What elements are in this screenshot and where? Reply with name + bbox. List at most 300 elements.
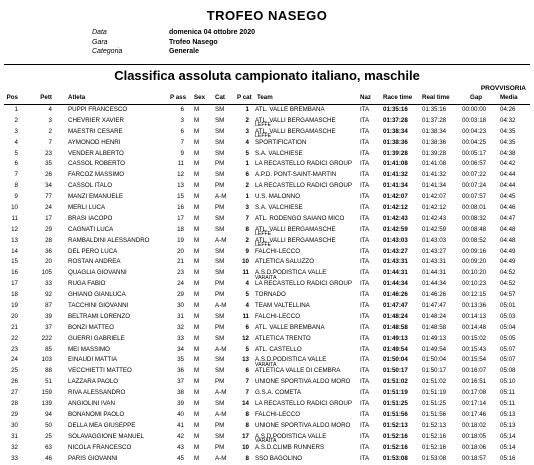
cell-race: 01:37:28 [383, 117, 408, 124]
cell-media: 04:48 [500, 237, 515, 244]
cell-real: 01:37:28 [422, 117, 446, 124]
cell-gap: 00:17:08 [462, 389, 486, 396]
cell-race: 01:41:32 [383, 171, 408, 178]
cell-pass: 12 [172, 171, 184, 178]
cell-atleta: MEI MASSIMO [68, 346, 110, 353]
cell-cat: SM [215, 139, 224, 146]
cell-pass: 35 [172, 356, 184, 363]
cell-atleta: AYMONOD HENRI [68, 139, 120, 146]
cell-real: 01:43:31 [422, 258, 446, 265]
cell-pett: 28 [36, 237, 52, 244]
cell-race: 01:42:12 [383, 204, 408, 211]
cell-real: 01:42:43 [422, 215, 446, 222]
cell-pos: 21 [4, 324, 18, 331]
cell-pcat: 5 [239, 150, 249, 157]
cell-team-continued: LEFFE [255, 242, 271, 248]
cell-pass: 43 [172, 444, 184, 451]
cell-pett: 35 [36, 160, 52, 167]
cell-cat: A-M [215, 237, 226, 244]
cell-race: 01:49:13 [383, 335, 408, 342]
cell-naz: ITA [360, 378, 369, 385]
cell-real: 01:52:16 [422, 444, 446, 451]
cell-pett: 51 [36, 378, 52, 385]
cell-pett: 94 [36, 411, 52, 418]
cell-sex: M [194, 433, 199, 440]
cell-gap: 00:00:00 [462, 106, 486, 113]
cell-atleta: TACCHINI GIOVANNI [68, 302, 128, 309]
cell-gap: 00:15:02 [462, 335, 486, 342]
cell-real: 01:48:24 [422, 313, 446, 320]
cell-pos: 30 [4, 422, 18, 429]
cell-real: 01:38:34 [422, 128, 446, 135]
cell-pcat: 5 [239, 291, 249, 298]
cell-team-continued: VARAITA [255, 275, 276, 281]
cell-naz: ITA [360, 389, 369, 396]
cell-naz: ITA [360, 237, 369, 244]
cell-race: 01:51:25 [383, 400, 408, 407]
cell-race: 01:50:04 [383, 356, 408, 363]
cell-cat: SM [215, 356, 224, 363]
cell-pett: 36 [36, 248, 52, 255]
cell-sex: M [194, 117, 199, 124]
cell-sex: M [194, 182, 199, 189]
cell-atleta: SOLAVAGGIONE MANUEL [68, 433, 144, 440]
cell-team: LA RECASTELLO RADICI GROUP [255, 280, 352, 287]
cell-real: 01:50:17 [422, 367, 446, 374]
cell-team: G.S.A. COMETA [255, 389, 301, 396]
cell-sex: M [194, 248, 199, 255]
cell-race: 01:52:16 [383, 444, 408, 451]
cell-real: 01:51:19 [422, 389, 446, 396]
cell-pass: 21 [172, 258, 184, 265]
cell-atleta: MAESTRI CESARE [68, 128, 123, 135]
results-table [0, 106, 534, 465]
cell-team: ATL. VALLE BREMBANA [255, 324, 325, 331]
cell-gap: 00:08:32 [462, 215, 486, 222]
cell-race: 01:48:24 [383, 313, 408, 320]
cell-pass: 9 [172, 150, 184, 157]
cell-cat: A-M [215, 302, 226, 309]
cell-sex: M [194, 193, 199, 200]
cell-pett: 103 [36, 356, 52, 363]
meta-row-category [92, 47, 255, 57]
cell-media: 04:49 [500, 258, 515, 265]
cell-media: 05:03 [500, 313, 515, 320]
cell-sex: M [194, 444, 199, 451]
cell-atleta: ROSTAN ANDREA [68, 258, 121, 265]
cell-team: TORNADO [255, 291, 286, 298]
cell-real: 01:51:25 [422, 400, 446, 407]
cell-pos: 25 [4, 367, 18, 374]
cell-pett: 26 [36, 171, 52, 178]
table-row [0, 389, 534, 400]
cell-pass: 32 [172, 324, 184, 331]
cell-naz: ITA [360, 444, 369, 451]
meta-label: Data [92, 28, 169, 38]
header-pass: P ass [170, 94, 186, 101]
cell-race: 01:51:56 [383, 411, 408, 418]
cell-pcat: 6 [239, 324, 249, 331]
cell-naz: ITA [360, 346, 369, 353]
cell-team-continued: LEFFE [255, 231, 271, 237]
cell-atleta: MANZI EMANUELE [68, 193, 123, 200]
meta-label: Categoria [92, 47, 169, 57]
cell-pos: 20 [4, 313, 18, 320]
table-row [0, 302, 534, 313]
cell-naz: ITA [360, 455, 369, 462]
cell-pcat: 14 [239, 400, 249, 407]
cell-pos: 2 [4, 117, 18, 124]
cell-cat: A-M [215, 389, 226, 396]
cell-pcat: 7 [239, 389, 249, 396]
cell-pett: 105 [36, 269, 52, 276]
cell-pcat: 8 [239, 455, 249, 462]
cell-pos: 8 [4, 182, 18, 189]
cell-pass: 16 [172, 204, 184, 211]
cell-race: 01:42:59 [383, 226, 408, 233]
cell-team: ATL. VALLI BERGAMASCHE [255, 237, 336, 244]
cell-naz: ITA [360, 302, 369, 309]
cell-sex: M [194, 226, 199, 233]
table-row [0, 356, 534, 367]
cell-race: 01:46:26 [383, 291, 408, 298]
cell-pass: 20 [172, 248, 184, 255]
cell-atleta: BELTRAMI LORENZO [68, 313, 130, 320]
cell-sex: M [194, 204, 199, 211]
header-naz: Naz [360, 94, 371, 101]
cell-real: 01:38:36 [422, 139, 446, 146]
cell-cat: A-M [215, 346, 226, 353]
cell-atleta: ANGIOLINI IVAN [68, 400, 115, 407]
cell-pcat: 1 [239, 160, 249, 167]
cell-team-continued: VARAITA [255, 438, 276, 444]
cell-atleta: RUGA FABIO [68, 280, 105, 287]
cell-gap: 00:07:24 [462, 182, 486, 189]
cell-media: 05:01 [500, 302, 515, 309]
cell-pos: 12 [4, 226, 18, 233]
cell-atleta: BONANOMI PAOLO [68, 411, 124, 418]
cell-naz: ITA [360, 356, 369, 363]
cell-pcat: 11 [239, 269, 249, 276]
cell-real: 01:43:27 [422, 248, 446, 255]
table-row [0, 237, 534, 248]
table-row [0, 248, 534, 259]
cell-gap: 00:18:02 [462, 422, 486, 429]
cell-atleta: EINAUDI MATTIA [68, 356, 117, 363]
cell-pass: 29 [172, 291, 184, 298]
table-row [0, 324, 534, 335]
cell-pass: 34 [172, 346, 184, 353]
cell-pos: 10 [4, 204, 18, 211]
cell-real: 01:50:04 [422, 356, 446, 363]
cell-pos: 16 [4, 269, 18, 276]
cell-team: SPORTIFICATION [255, 139, 306, 146]
cell-pett: 33 [36, 280, 52, 287]
cell-race: 01:44:34 [383, 280, 408, 287]
cell-pett: 63 [36, 444, 52, 451]
cell-team: UNIONE SPORTIVA ALDO MORO [255, 422, 350, 429]
cell-pcat: 4 [239, 280, 249, 287]
cell-real: 01:52:13 [422, 422, 446, 429]
meta-value: Trofeo Nasego [169, 38, 218, 48]
table-row [0, 204, 534, 215]
cell-atleta: RIVA ALESSANDRO [68, 389, 125, 396]
header-divider [4, 104, 530, 105]
cell-atleta: DEL PERO LUCA [68, 248, 117, 255]
cell-race: 01:52:16 [383, 433, 408, 440]
cell-cat: PM [215, 291, 224, 298]
cell-naz: ITA [360, 182, 369, 189]
cell-race: 01:44:31 [383, 269, 408, 276]
cell-team: FALCHI-LECCO [255, 411, 300, 418]
cell-cat: SM [215, 215, 224, 222]
cell-team: U.S. MALONNO [255, 193, 300, 200]
cell-atleta: VENDER ALBERTO [68, 150, 124, 157]
cell-team: ATL. VALLI BERGAMASCHE [255, 226, 336, 233]
cell-real: 01:41:34 [422, 182, 446, 189]
header-pett: Pett [36, 94, 52, 101]
cell-pett: 23 [36, 150, 52, 157]
cell-team: A.P.D. PONT-SAINT-MARTIN [255, 171, 336, 178]
cell-pos: 26 [4, 378, 18, 385]
cell-media: 05:13 [500, 422, 515, 429]
cell-media: 05:14 [500, 444, 515, 451]
cell-team: ATLETICA VALLE DI CEMBRA [255, 367, 340, 374]
cell-pett: 2 [36, 128, 52, 135]
cell-pass: 41 [172, 422, 184, 429]
cell-gap: 00:14:13 [462, 313, 486, 320]
header-pcat: P cat [237, 94, 252, 101]
table-row [0, 106, 534, 117]
cell-race: 01:42:07 [383, 193, 408, 200]
cell-pett: 3 [36, 117, 52, 124]
cell-pett: 159 [36, 389, 52, 396]
cell-sex: M [194, 258, 199, 265]
cell-gap: 00:04:25 [462, 139, 486, 146]
cell-gap: 00:18:57 [462, 455, 486, 462]
header-real-time: Real time [422, 94, 450, 101]
cell-team: ATLETICA TRENTO [255, 335, 311, 342]
cell-atleta: RAMBALDINI ALESSANDRO [68, 237, 150, 244]
cell-sex: M [194, 346, 199, 353]
cell-pos: 13 [4, 237, 18, 244]
cell-naz: ITA [360, 204, 369, 211]
table-row [0, 150, 534, 161]
header-sex: Sex [194, 94, 205, 101]
meta-value: domenica 04 ottobre 2020 [169, 28, 255, 38]
cell-pcat: 3 [239, 128, 249, 135]
cell-real: 01:42:59 [422, 226, 446, 233]
cell-media: 04:46 [500, 204, 515, 211]
cell-sex: M [194, 400, 199, 407]
cell-media: 04:52 [500, 280, 515, 287]
cell-cat: PM [215, 444, 224, 451]
cell-media: 04:48 [500, 226, 515, 233]
cell-real: 01:49:54 [422, 346, 446, 353]
divider [4, 64, 530, 65]
cell-cat: SM [215, 226, 224, 233]
cell-pos: 27 [4, 389, 18, 396]
cell-real: 01:46:26 [422, 291, 446, 298]
table-row [0, 226, 534, 237]
cell-media: 05:16 [500, 455, 515, 462]
cell-team: FALCHI-LECCO [255, 313, 300, 320]
cell-pett: 24 [36, 204, 52, 211]
cell-gap: 00:18:05 [462, 433, 486, 440]
cell-pcat: 7 [239, 378, 249, 385]
cell-race: 01:41:34 [383, 182, 408, 189]
cell-team: ATL. CASTELLO [255, 346, 302, 353]
cell-cat: SM [215, 171, 224, 178]
cell-media: 05:11 [500, 389, 515, 396]
cell-pos: 14 [4, 248, 18, 255]
cell-atleta: PUPPI FRANCESCO [68, 106, 127, 113]
cell-team: TEAM VALTELLINA [255, 302, 310, 309]
table-row [0, 378, 534, 389]
cell-sex: M [194, 237, 199, 244]
cell-race: 01:43:03 [383, 237, 408, 244]
table-row [0, 400, 534, 411]
cell-pcat: 1 [239, 106, 249, 113]
cell-pass: 42 [172, 433, 184, 440]
cell-sex: M [194, 356, 199, 363]
header-cat: Cat [215, 94, 225, 101]
cell-atleta: CASSOL ITALO [68, 182, 112, 189]
cell-team: S.A. VALCHIESE [255, 204, 303, 211]
meta-row-race [92, 38, 255, 48]
cell-naz: ITA [360, 248, 369, 255]
cell-pass: 6 [172, 128, 184, 135]
cell-pett: 87 [36, 302, 52, 309]
cell-real: 01:47:47 [422, 302, 446, 309]
cell-cat: SM [215, 150, 224, 157]
cell-naz: ITA [360, 226, 369, 233]
cell-sex: M [194, 269, 199, 276]
cell-cat: A-M [215, 455, 226, 462]
cell-media: 05:07 [500, 346, 515, 353]
table-row [0, 117, 534, 128]
cell-pos: 4 [4, 139, 18, 146]
cell-gap: 00:15:54 [462, 356, 486, 363]
cell-pass: 6 [172, 106, 184, 113]
table-row [0, 433, 534, 444]
cell-pass: 39 [172, 400, 184, 407]
cell-pos: 5 [4, 150, 18, 157]
cell-naz: ITA [360, 433, 369, 440]
cell-sex: M [194, 291, 199, 298]
cell-cat: SM [215, 313, 224, 320]
cell-real: 01:51:02 [422, 378, 446, 385]
cell-pass: 30 [172, 302, 184, 309]
cell-race: 01:39:28 [383, 150, 408, 157]
cell-race: 01:43:27 [383, 248, 408, 255]
cell-sex: M [194, 215, 199, 222]
cell-pett: 77 [36, 193, 52, 200]
cell-atleta: VECCHIETTI MATTEO [68, 367, 132, 374]
cell-naz: ITA [360, 313, 369, 320]
cell-cat: SM [215, 117, 224, 124]
cell-cat: PM [215, 378, 224, 385]
cell-team: FALCHI-LECCO [255, 248, 300, 255]
cell-pcat: 10 [239, 444, 249, 451]
cell-sex: M [194, 411, 199, 418]
cell-pass: 33 [172, 335, 184, 342]
cell-pass: 40 [172, 411, 184, 418]
cell-pos: 23 [4, 346, 18, 353]
cell-pcat: 7 [239, 215, 249, 222]
cell-gap: 00:09:16 [462, 248, 486, 255]
cell-pcat: 1 [239, 193, 249, 200]
table-row [0, 422, 534, 433]
cell-team: LA RECASTELLO RADICI GROUP [255, 400, 352, 407]
table-row [0, 313, 534, 324]
cell-pett: 7 [36, 139, 52, 146]
cell-race: 01:50:17 [383, 367, 408, 374]
cell-real: 01:44:34 [422, 280, 446, 287]
cell-atleta: GUERRI GABRIELE [68, 335, 125, 342]
table-row [0, 171, 534, 182]
cell-gap: 00:10:23 [462, 280, 486, 287]
cell-sex: M [194, 313, 199, 320]
table-row [0, 367, 534, 378]
cell-pett: 25 [36, 433, 52, 440]
table-row [0, 193, 534, 204]
cell-gap: 00:16:51 [462, 378, 486, 385]
cell-pett: 37 [36, 324, 52, 331]
cell-race: 01:53:08 [383, 455, 408, 462]
cell-pos: 1 [4, 106, 18, 113]
cell-media: 04:57 [500, 291, 515, 298]
cell-cat: SM [215, 106, 224, 113]
cell-pos: 33 [4, 455, 18, 462]
cell-media: 04:26 [500, 106, 515, 113]
cell-media: 05:11 [500, 400, 515, 407]
cell-team: A.S.D.PODISTICA VALLE [255, 269, 326, 276]
cell-gap: 00:18:06 [462, 444, 486, 451]
cell-pass: 13 [172, 182, 184, 189]
cell-atleta: CAGNATI LUCA [68, 226, 113, 233]
cell-media: 05:10 [500, 378, 515, 385]
cell-gap: 00:03:18 [462, 117, 486, 124]
cell-atleta: NICOLA FRANCESCO [68, 444, 131, 451]
table-row [0, 346, 534, 357]
cell-cat: PM [215, 160, 224, 167]
cell-pett: 39 [36, 313, 52, 320]
cell-sex: M [194, 128, 199, 135]
cell-race: 01:38:36 [383, 139, 408, 146]
cell-pett: 139 [36, 400, 52, 407]
cell-sex: M [194, 171, 199, 178]
cell-cat: PM [215, 182, 224, 189]
cell-pass: 17 [172, 215, 184, 222]
cell-media: 04:32 [500, 117, 515, 124]
cell-gap: 00:08:52 [462, 237, 486, 244]
cell-naz: ITA [360, 367, 369, 374]
cell-naz: ITA [360, 291, 369, 298]
cell-pett: 17 [36, 215, 52, 222]
cell-gap: 00:12:15 [462, 291, 486, 298]
cell-team-continued: LEFFE [255, 133, 271, 139]
table-row [0, 182, 534, 193]
cell-gap: 00:09:20 [462, 258, 486, 265]
cell-real: 01:35:16 [422, 106, 446, 113]
cell-sex: M [194, 160, 199, 167]
table-row [0, 444, 534, 455]
cell-pcat: 6 [239, 171, 249, 178]
cell-pass: 3 [172, 117, 184, 124]
page-title: TROFEO NASEGO [0, 8, 534, 23]
cell-naz: ITA [360, 128, 369, 135]
